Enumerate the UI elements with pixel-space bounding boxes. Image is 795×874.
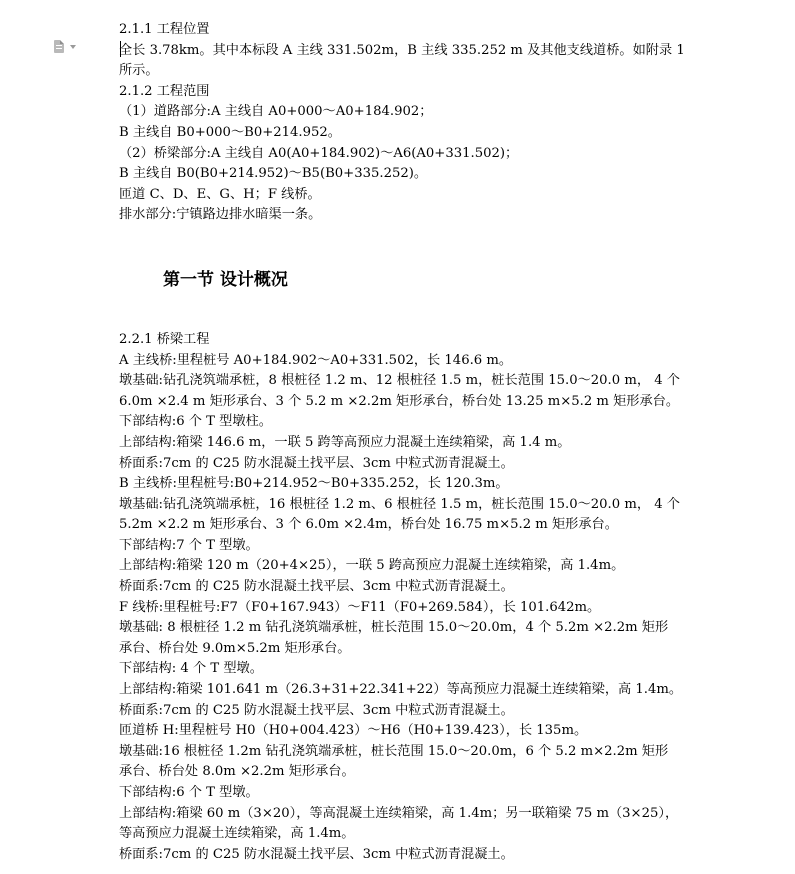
paragraph-line: 上部结构:箱梁 146.6 m，一联 5 跨等高预应力混凝土连续箱梁，高 1.4 m。 [119, 434, 571, 450]
paragraph-line: 承台、桥台处 8.0m ×2.2m 矩形承台。 [119, 764, 355, 780]
paragraph-line: A 主线桥:里程桩号 A0+184.902～A0+331.502，长 146.6 m。 [119, 352, 513, 368]
paragraph-line: B 主线自 B0+000～B0+214.952。 [119, 124, 341, 140]
document-icon[interactable] [54, 40, 82, 56]
paragraph-line: 墩基础: 8 根桩径 1.2 m 钻孔浇筑端承桩，桩长范围 15.0～20.0m，4 个 5.2m ×2.2m 矩形 [119, 620, 669, 636]
paragraph-line: 桥面系:7cm 的 C25 防水混凝土找平层、3cm 中粒式沥青混凝土。 [119, 846, 514, 862]
chevron-down-icon[interactable] [70, 45, 76, 49]
paragraph-line: 上部结构:箱梁 101.641 m（26.3+31+22.341+22）等高预应力混凝土连续箱梁，高 1.4m。 [119, 682, 683, 698]
paragraph-line: 上部结构:箱梁 60 m（3×20），等高混凝土连续箱梁，高 1.4m；另一联箱梁 75 m（3×25）， [119, 805, 679, 821]
paragraph-line: 下部结构:7 个 T 型墩。 [119, 537, 259, 553]
paragraph-line: 桥面系:7cm 的 C25 防水混凝土找平层、3cm 中粒式沥青混凝土。 [119, 702, 514, 718]
paragraph-line: 承台、桥台处 9.0m×5.2m 矩形承台。 [119, 640, 351, 656]
paragraph-line: 墩基础:钻孔浇筑端承桩，8 根桩径 1.2 m、12 根桩径 1.5 m，桩长范围 15.0～20.0 m， 4 个 [119, 373, 680, 389]
document-body[interactable] [119, 20, 685, 865]
paragraph-line: B 主线桥:里程桩号:B0+214.952～B0+335.252，长 120.3m。 [119, 476, 509, 492]
paragraph-line: 6.0m ×2.4 m 矩形承台、3 个 5.2 m ×2.2m 矩形承台，桥台处 13.25 m×5.2 m 矩形承台。 [119, 393, 680, 409]
paragraph-line: F 线桥:里程桩号:F7（F0+167.943）～F11（F0+269.584），长 101.642m。 [119, 599, 601, 615]
paragraph-line: 排水部分:宁镇路边排水暗渠一条。 [119, 207, 322, 223]
paragraph-line: 5.2m ×2.2 m 矩形承台、3 个 6.0m ×2.4m，桥台处 16.75 m×5.2 m 矩形承台。 [119, 517, 618, 533]
paragraph-line: 所示。 [119, 63, 159, 79]
paragraph-line: 桥面系:7cm 的 C25 防水混凝土找平层、3cm 中粒式沥青混凝土。 [119, 579, 514, 595]
paragraph-line: 下部结构:6 个 T 型墩柱。 [119, 414, 272, 430]
paragraph-line: 桥面系:7cm 的 C25 防水混凝土找平层、3cm 中粒式沥青混凝土。 [119, 455, 514, 471]
paragraph-line: 匝道桥 H:里程桩号 H0（H0+004.423）～H6（H0+139.423），长 135m。 [119, 723, 588, 739]
chapter-heading: 第一节 设计概况 [163, 269, 288, 290]
paragraph-line: （1）道路部分:A 主线自 A0+000～A0+184.902； [119, 104, 433, 120]
paragraph-line: 匝道 C、D、E、G、H；F 线桥。 [119, 186, 321, 202]
paragraph-line: 下部结构: 4 个 T 型墩。 [119, 661, 263, 677]
section-heading-2-2-1: 2.2.1 桥梁工程 [119, 331, 210, 347]
paragraph-line: 墩基础:16 根桩径 1.2m 钻孔浇筑端承桩，桩长范围 15.0～20.0m，6 个 5.2 m×2.2m 矩形 [119, 743, 669, 759]
paragraph-line: 上部结构:箱梁 120 m（20+4×25），一联 5 跨高预应力混凝土连续箱梁，高 1.4m。 [119, 558, 625, 574]
paragraph-line: （2）桥梁部分:A 主线自 A0(A0+184.902)～A6(A0+331.502)； [119, 145, 519, 161]
paragraph-line: 下部结构:6 个 T 型墩。 [119, 785, 259, 800]
paragraph-line: 墩基础:钻孔浇筑端承桩，16 根桩径 1.2 m、6 根桩径 1.5 m，桩长范围 15.0～20.0 m， 4 个 [119, 496, 680, 512]
section-heading-2-1-2: 2.1.2 工程范围 [119, 83, 210, 99]
paragraph-line: 全长 3.78km。其中本标段 A 主线 331.502m，B 主线 335.252 m 及其他支线道桥。如附录 1 [119, 42, 685, 58]
paragraph-line: B 主线自 B0(B0+214.952)～B5(B0+335.252)。 [119, 166, 428, 182]
section-heading-2-1-1: 2.1.1 工程位置 [119, 22, 210, 37]
paragraph-line: 等高预应力混凝土连续箱梁，高 1.4m。 [119, 826, 355, 842]
